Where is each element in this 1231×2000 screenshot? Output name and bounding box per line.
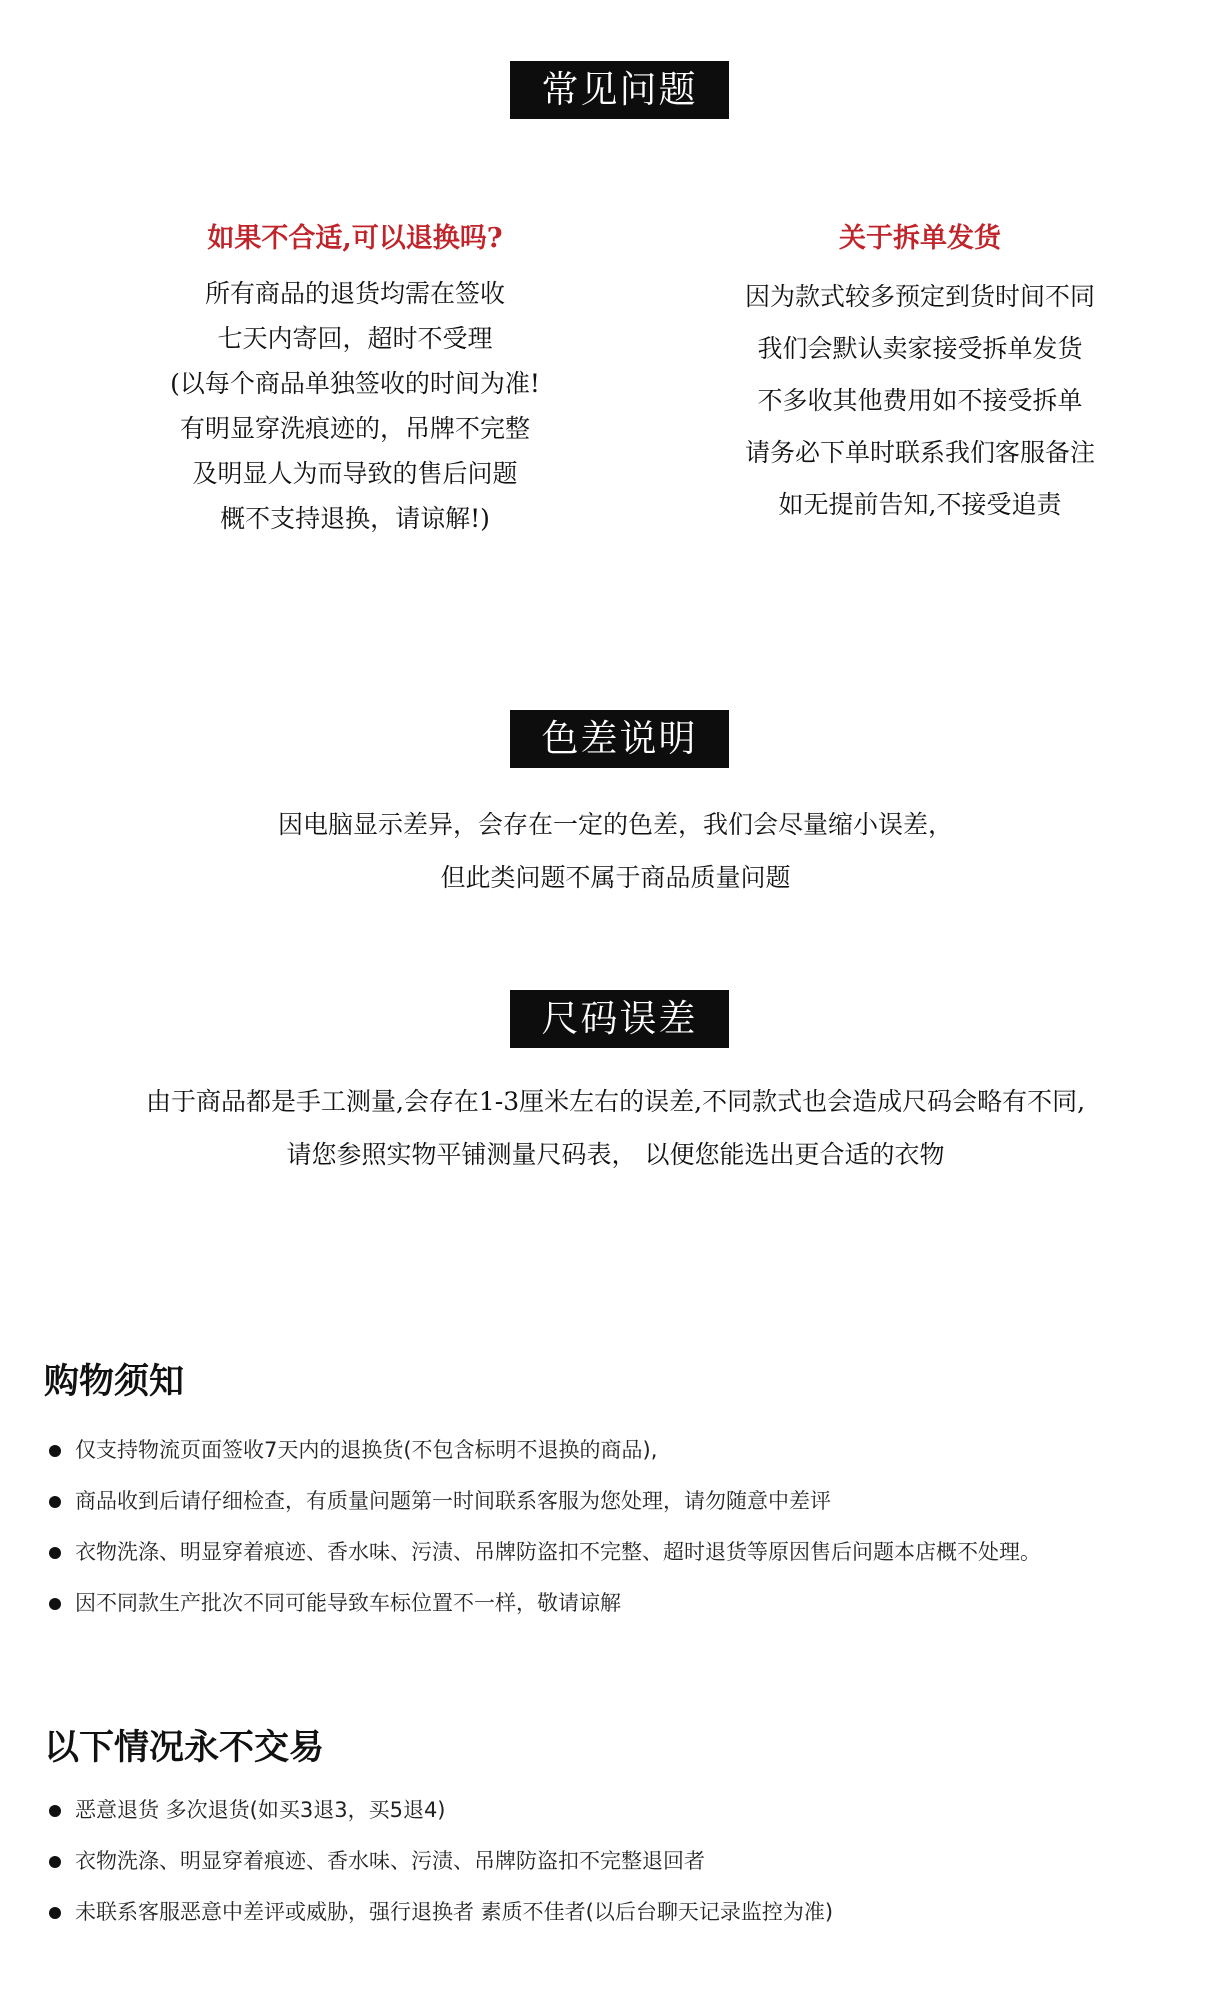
split-shipping-line: 不多收其他费用如不接受拆单 <box>757 386 1083 415</box>
bullet-icon <box>49 1547 61 1559</box>
bullet-icon <box>49 1598 61 1610</box>
list-item-text: 恶意退货 多次退货(如买3退3，买5退4) <box>75 1798 446 1822</box>
list-item-text: 未联系客服恶意中差评或威胁，强行退换者 素质不佳者(以后台聊天记录监控为准) <box>75 1900 834 1924</box>
list-item <box>44 1476 1224 1527</box>
bullet-icon <box>49 1805 61 1817</box>
list-item-text: 衣物洗涤、明显穿着痕迹、香水味、污渍、吊牌防盗扣不完整退回者 <box>75 1849 705 1873</box>
bullet-icon <box>49 1496 61 1508</box>
split-shipping-line: 如无提前告知,不接受追责 <box>778 490 1062 519</box>
return-policy-column <box>130 215 580 541</box>
split-shipping-title: 关于拆单发货 <box>839 223 1001 254</box>
size-error-banner: 尺码误差 <box>510 990 729 1048</box>
return-policy-line: 概不支持退换，请谅解!) <box>220 504 490 533</box>
color-difference-text <box>0 798 1231 904</box>
color-difference-line: 但此类问题不属于商品质量问题 <box>440 863 791 892</box>
list-item-text: 衣物洗涤、明显穿着痕迹、香水味、污渍、吊牌防盗扣不完整、超时退货等原因售后问题本店概不处理。 <box>75 1540 1041 1564</box>
return-policy-line: 及明显人为而导致的售后问题 <box>192 459 518 488</box>
never-trade-heading: 以下情况永不交易 <box>44 1728 325 1768</box>
return-policy-line: (以每个商品单独签收的时间为准! <box>170 369 540 398</box>
shopping-notice-heading: 购物须知 <box>44 1362 185 1402</box>
never-trade-list <box>44 1785 1224 1938</box>
shopping-notice-list <box>44 1425 1224 1629</box>
size-error-line: 由于商品都是手工测量,会存在1-3厘米左右的误差,不同款式也会造成尺码会略有不同, <box>145 1087 1086 1116</box>
bullet-icon <box>49 1907 61 1919</box>
return-policy-line: 七天内寄回，超时不受理 <box>217 324 493 353</box>
list-item <box>44 1887 1224 1938</box>
list-item <box>44 1836 1224 1887</box>
list-item <box>44 1785 1224 1836</box>
split-shipping-line: 因为款式较多预定到货时间不同 <box>744 282 1095 311</box>
list-item-text: 因不同款生产批次不同可能导致车标位置不一样，敬请谅解 <box>75 1591 621 1615</box>
list-item <box>44 1425 1224 1476</box>
list-item-text: 商品收到后请仔细检查，有质量问题第一时间联系客服为您处理，请勿随意中差评 <box>75 1489 831 1513</box>
color-difference-line: 因电脑显示差异，会存在一定的色差，我们会尽量缩小误差， <box>277 810 953 839</box>
bullet-icon <box>49 1445 61 1457</box>
return-policy-line: 所有商品的退货均需在签收 <box>204 279 505 308</box>
faq-banner: 常见问题 <box>510 61 729 119</box>
split-shipping-column <box>700 215 1140 531</box>
list-item-text: 仅支持物流页面签收7天内的退换货(不包含标明不退换的商品), <box>75 1438 658 1462</box>
color-difference-banner: 色差说明 <box>510 710 729 768</box>
split-shipping-line: 请务必下单时联系我们客服备注 <box>744 438 1095 467</box>
bullet-icon <box>49 1856 61 1868</box>
size-error-line: 请您参照实物平铺测量尺码表， 以便您能选出更合适的衣物 <box>286 1140 945 1169</box>
return-policy-title: 如果不合适,可以退换吗? <box>207 223 503 254</box>
size-error-text <box>0 1075 1231 1181</box>
list-item <box>44 1578 1224 1629</box>
list-item <box>44 1527 1224 1578</box>
return-policy-line: 有明显穿洗痕迹的，吊牌不完整 <box>179 414 530 443</box>
split-shipping-line: 我们会默认卖家接受拆单发货 <box>757 334 1083 363</box>
